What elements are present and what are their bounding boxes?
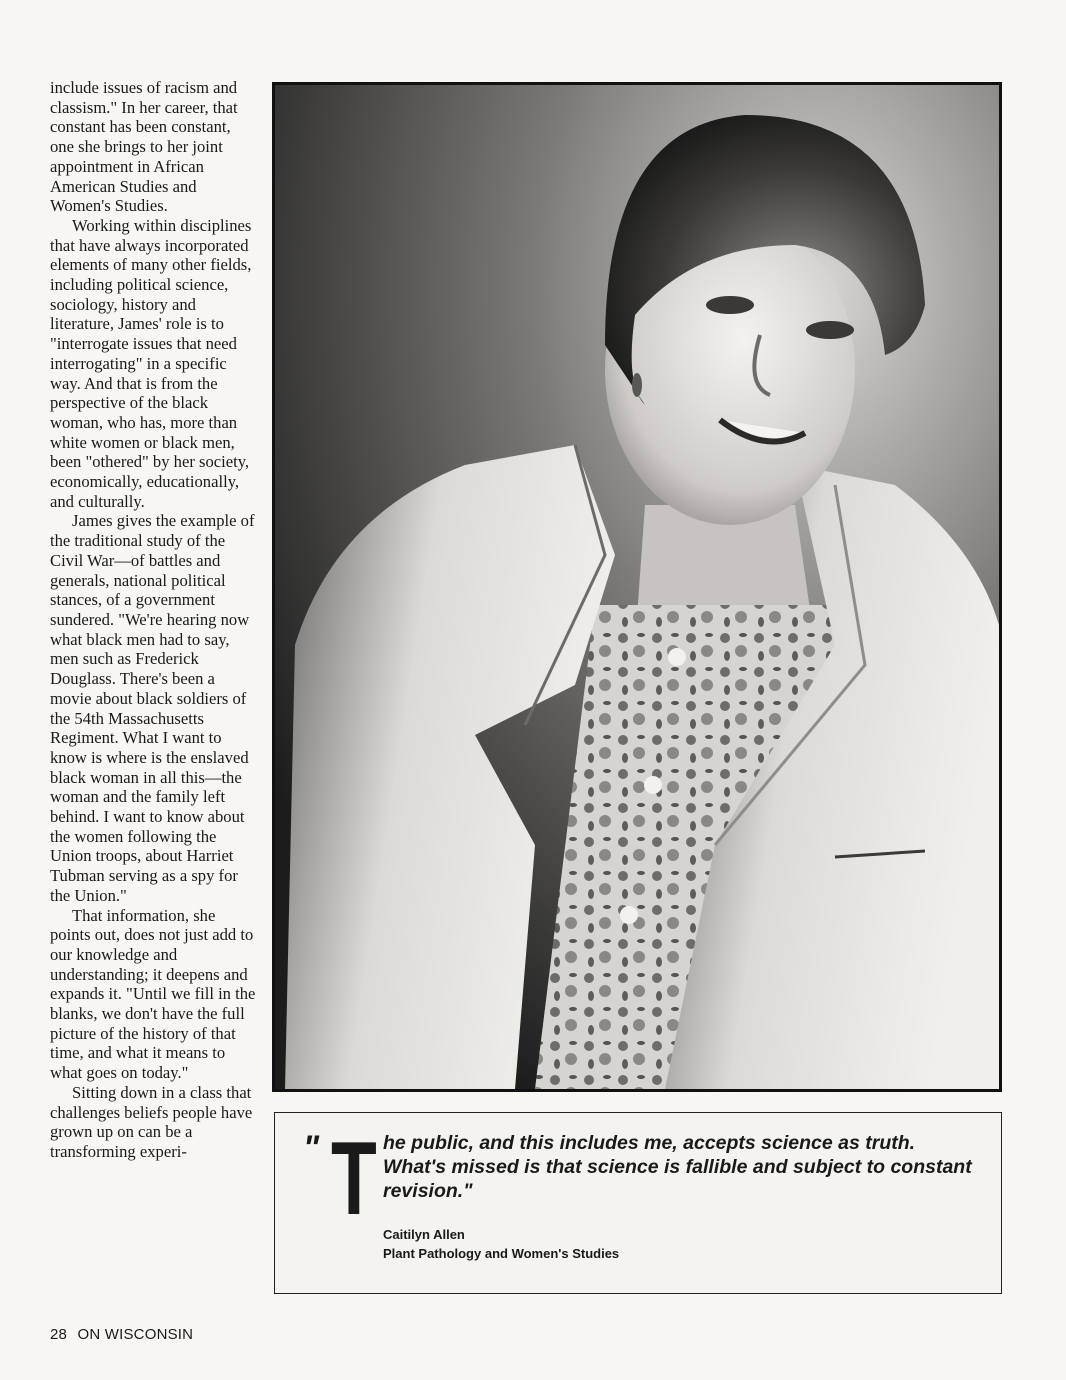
publication-name: ON WISCONSIN [77,1326,194,1343]
article-paragraph-4: That information, she points out, does not just add to our knowledge and understanding; it deepens and expands it. "Until we fill in the blanks, we don't have the full picture of the history of that time, and what it means to what goes on today." [50,905,256,1083]
quote-attribution [383,1225,619,1263]
quote-affiliation: Plant Pathology and Women's Studies [383,1246,620,1261]
quote-drop-cap: T [331,1121,377,1237]
pull-quote-box [274,1112,1002,1294]
article-paragraph-1: include issues of racism and classism." In her career, that constant has been constant, one she brings to her joint appointment in African American Studies and Women's Studies. [50,78,238,216]
article-paragraph-5: Sitting down in a class that challenges beliefs people have grown up on can be a transforming experi- [50,1082,253,1161]
article-column [50,78,256,1162]
page-number: 28 [50,1326,68,1343]
article-paragraph-2: Working within disciplines that have always incorporated elements of many other fields, including political science, sociology, history and literature, James' role is to "interrogate issues that need interrogating" in a specific way. And that is from the perspective of the black woman, who has, more than white women or black men, been "othered" by her society, economically, educationally, and culturally. [50,215,252,511]
quote-open-mark: " [303,1129,320,1167]
portrait-photo [272,82,1002,1092]
page-footer [50,1326,193,1343]
portrait-photo-graphic [275,85,999,1089]
article-paragraph-3: James gives the example of the traditional study of the Civil War—of battles and generals, national political stances, of a government sundered. "We're hearing now what black men had to say, men such as Frederick Douglass. There's been a movie about black soldiers of the 54th Massachusetts Regiment. What I want to know is where is the enslaved black woman in all this—the woman and the family left behind. I want to know about the women following the Union troops, about Harriet Tubman serving as a spy for the Union." [50,511,255,905]
quote-author: Caitilyn Allen [383,1227,465,1242]
quote-text: he public, and this includes me, accepts science as truth. What's missed is that science is fallible and subject to constant revision." [383,1132,972,1202]
